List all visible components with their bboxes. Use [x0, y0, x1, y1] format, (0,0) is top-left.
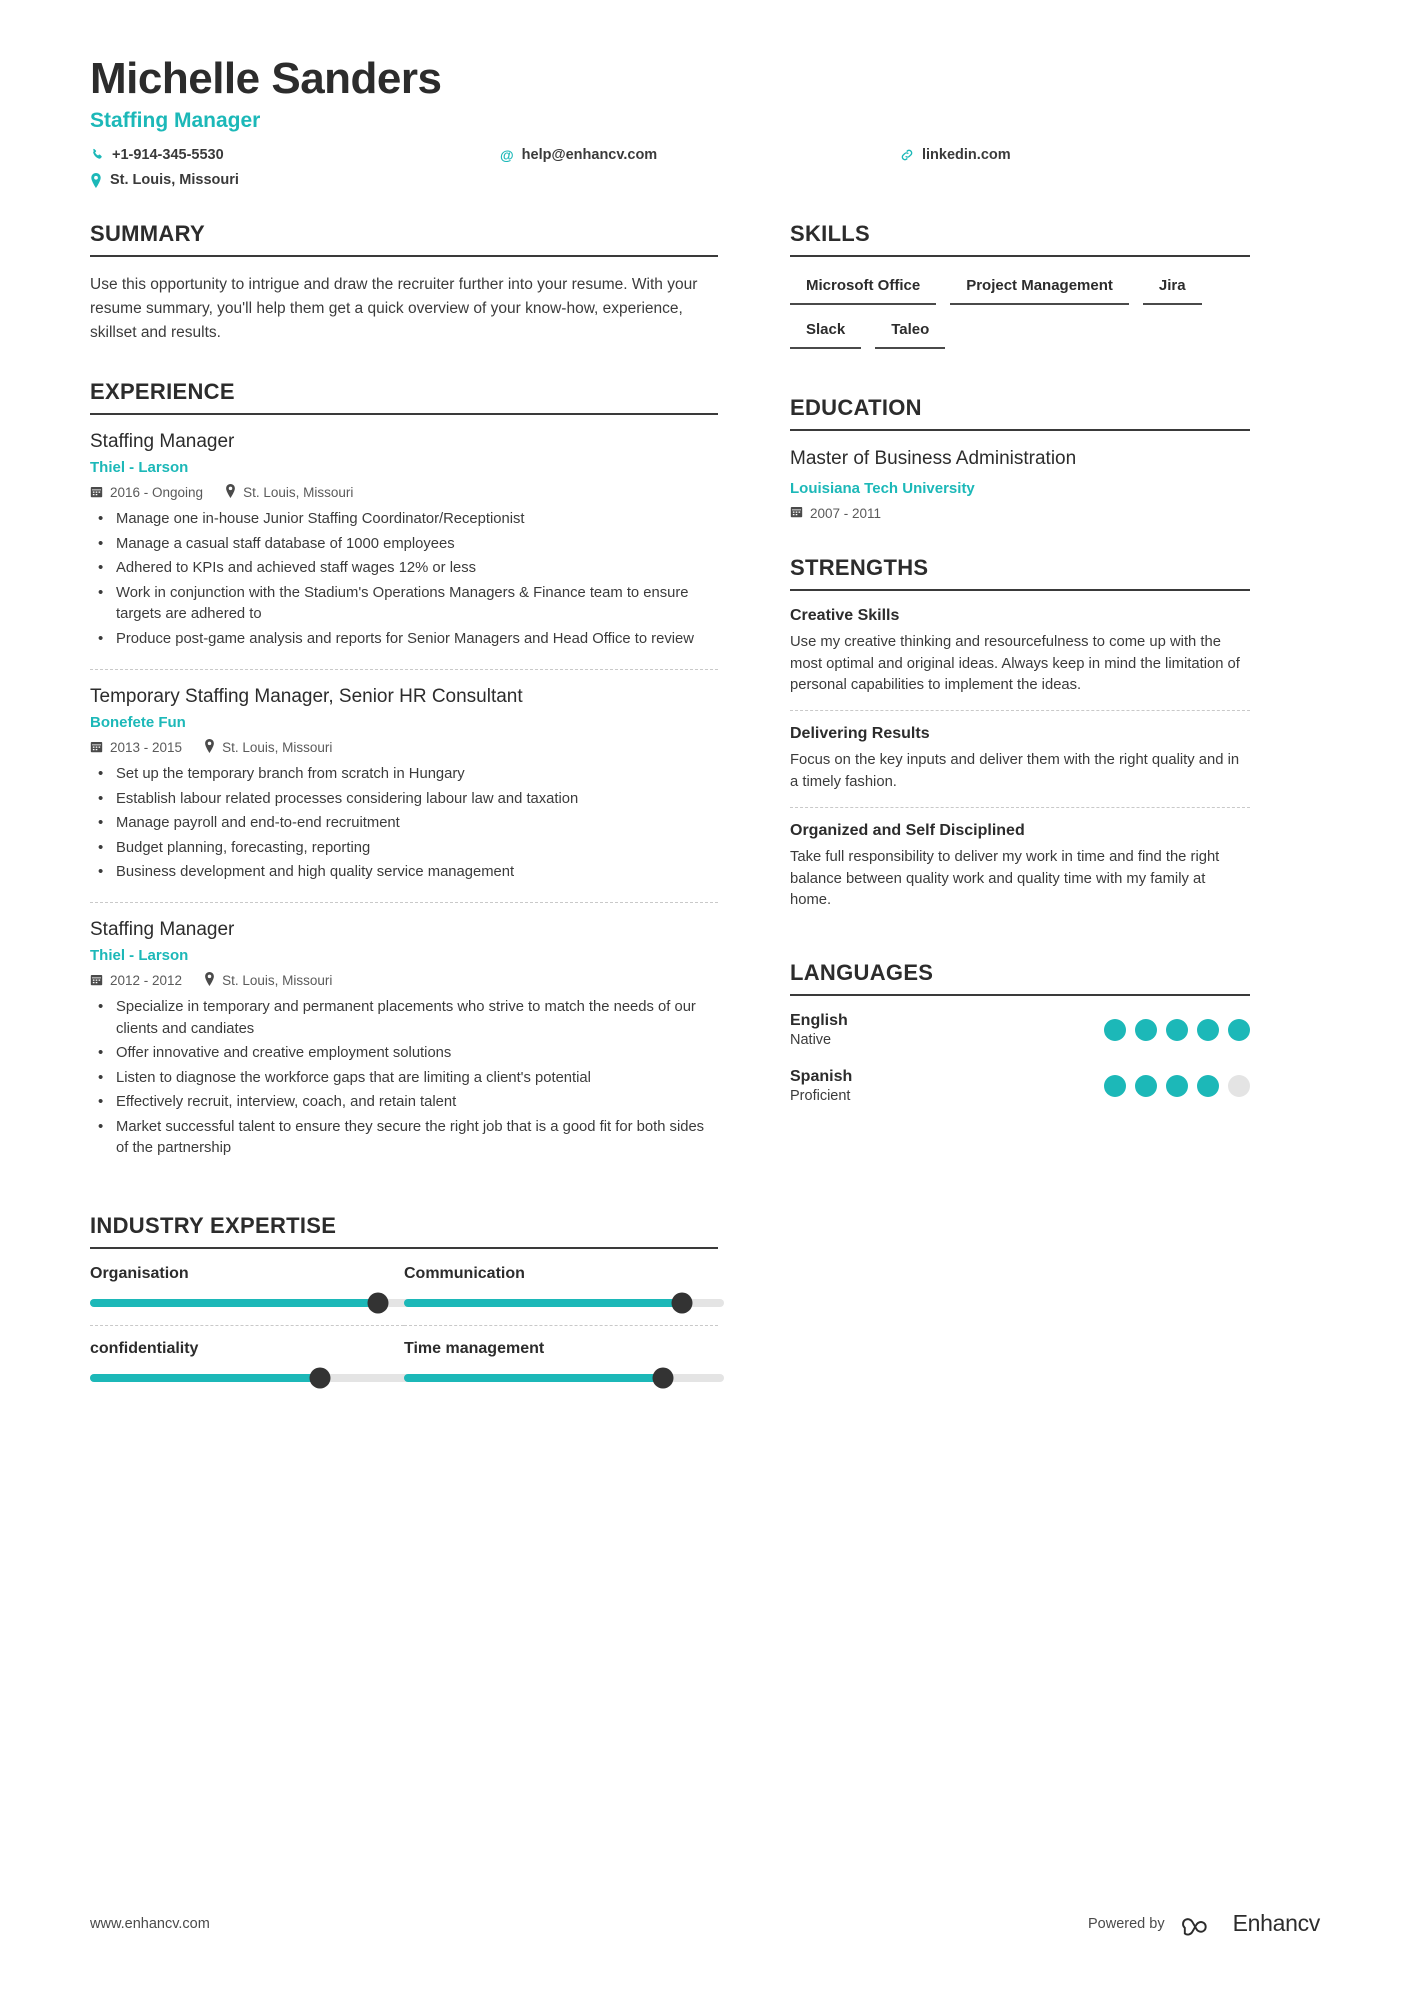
list-item: • Market successful talent to ensure they secure the right job that is a good fit for both sides of the partnership — [112, 1117, 718, 1160]
experience-company: Bonefete Fun — [90, 714, 186, 732]
list-item: • Budget planning, forecasting, reporting — [112, 838, 718, 859]
phone-icon — [90, 148, 104, 162]
language-level: Proficient — [790, 1087, 851, 1104]
expertise-slider[interactable] — [90, 1299, 410, 1307]
rating-dot — [1104, 1075, 1126, 1097]
strength-item — [790, 725, 1250, 808]
section-summary — [90, 221, 718, 345]
industry-expertise-heading: INDUSTRY EXPERTISE — [90, 1213, 718, 1249]
list-item: • Manage a casual staff database of 1000 employees — [112, 534, 718, 555]
expertise-grid — [90, 1265, 718, 1414]
skill-chip: Taleo — [875, 317, 945, 349]
language-rating — [1095, 1019, 1250, 1041]
footer-url[interactable]: www.enhancv.com — [90, 1915, 210, 1932]
contact-linkedin-text: linkedin.com — [922, 147, 1011, 164]
language-rating — [1095, 1075, 1250, 1097]
strength-item — [790, 607, 1250, 711]
contact-phone-text: +1-914-345-5530 — [112, 147, 224, 164]
location-icon — [204, 739, 215, 756]
skills-list — [790, 273, 1250, 361]
expertise-item-confidentiality — [90, 1340, 404, 1400]
list-item: • Produce post-game analysis and reports for Senior Managers and Head Office to review — [112, 629, 718, 650]
contact-location — [90, 172, 500, 188]
link-icon — [900, 148, 914, 162]
powered-by-label: Powered by — [1088, 1915, 1165, 1932]
location-icon — [90, 173, 102, 188]
section-experience — [90, 379, 718, 1178]
skill-chip: Jira — [1143, 273, 1202, 305]
summary-text: Use this opportunity to intrigue and draw the recruiter further into your resume. With your resume summary, you'll help them get a quick overview of your know-how, experience, skillset and results. — [90, 276, 698, 342]
strength-title: Organized and Self Disciplined — [790, 822, 1025, 840]
experience-heading: EXPERIENCE — [90, 379, 718, 415]
experience-role: Staffing Manager — [90, 919, 235, 941]
list-item: • Manage payroll and end-to-end recruitment — [112, 813, 718, 834]
rating-dot — [1166, 1019, 1188, 1041]
strength-text: Focus on the key inputs and deliver them with the right quality and in a timely fashion. — [790, 752, 1240, 790]
section-skills — [790, 221, 1250, 361]
page-title: Michelle Sanders — [90, 54, 442, 103]
section-strengths — [790, 555, 1250, 926]
skills-heading: SKILLS — [790, 221, 1250, 257]
rating-dot — [1135, 1019, 1157, 1041]
job-title: Staffing Manager — [90, 109, 261, 133]
strength-title: Creative Skills — [790, 607, 900, 625]
resume-body — [90, 221, 1320, 1447]
experience-location — [225, 484, 353, 501]
language-name: English — [790, 1011, 848, 1029]
experience-bullets — [90, 997, 718, 1159]
page-footer — [0, 1910, 1410, 1937]
experience-entry — [90, 686, 718, 903]
list-item: • Offer innovative and creative employment solutions — [112, 1043, 718, 1064]
education-dates-text: 2007 - 2011 — [810, 505, 882, 521]
experience-dates-text: 2016 - Ongoing — [110, 485, 204, 501]
language-level: Native — [790, 1031, 832, 1048]
expertise-label: confidentiality — [90, 1339, 199, 1357]
strength-text: Use my creative thinking and resourcefulness to come up with the most optimal and original ideas. Always keep in mind the limitation of personal capabilities to implement the ideas. — [790, 634, 1240, 693]
section-education — [790, 395, 1250, 521]
language-info — [790, 1012, 848, 1048]
experience-location-text: St. Louis, Missouri — [222, 973, 333, 989]
experience-bullets — [90, 764, 718, 883]
strengths-heading: STRENGTHS — [790, 555, 1250, 591]
footer-branding — [1088, 1910, 1320, 1937]
list-item: • Establish labour related processes considering labour law and taxation — [112, 789, 718, 810]
summary-heading: SUMMARY — [90, 221, 718, 257]
experience-meta — [90, 739, 718, 756]
contact-location-text: St. Louis, Missouri — [110, 172, 239, 189]
contact-linkedin[interactable] — [900, 147, 1200, 163]
experience-bullets — [90, 509, 718, 650]
language-info — [790, 1068, 852, 1104]
skill-chip: Microsoft Office — [790, 273, 936, 305]
experience-dates — [90, 973, 182, 989]
experience-location — [204, 972, 332, 989]
education-meta — [790, 505, 1250, 521]
list-item: • Set up the temporary branch from scratch in Hungary — [112, 764, 718, 785]
brand-name: Enhancv — [1232, 1910, 1320, 1936]
expertise-label: Communication — [404, 1264, 525, 1282]
expertise-slider[interactable] — [404, 1299, 724, 1307]
language-item-english — [790, 1012, 1250, 1048]
experience-dates — [90, 485, 203, 501]
expertise-slider[interactable] — [90, 1374, 410, 1382]
rating-dot — [1166, 1075, 1188, 1097]
experience-dates-text: 2013 - 2015 — [110, 740, 183, 756]
list-item: • Business development and high quality service management — [112, 862, 718, 883]
education-heading: EDUCATION — [790, 395, 1250, 431]
email-icon: @ — [500, 147, 514, 164]
resume-header — [90, 55, 1320, 197]
experience-location-text: St. Louis, Missouri — [222, 740, 333, 756]
rating-dot — [1135, 1075, 1157, 1097]
language-name: Spanish — [790, 1067, 853, 1085]
rating-dot-empty — [1228, 1075, 1250, 1097]
education-dates — [790, 505, 881, 521]
expertise-item-organisation — [90, 1265, 404, 1326]
experience-meta — [90, 972, 718, 989]
expertise-slider[interactable] — [404, 1374, 724, 1382]
rating-dot — [1197, 1019, 1219, 1041]
list-item: • Adhered to KPIs and achieved staff wages 12% or less — [112, 558, 718, 579]
section-languages — [790, 960, 1250, 1104]
left-column — [90, 221, 790, 1447]
strength-title: Delivering Results — [790, 725, 930, 743]
calendar-icon — [90, 973, 103, 989]
calendar-icon — [790, 505, 803, 521]
location-icon — [225, 484, 236, 501]
experience-entry — [90, 431, 718, 670]
list-item: • Work in conjunction with the Stadium's Operations Managers & Finance team to ensure targets are adhered to — [112, 583, 718, 626]
language-item-spanish — [790, 1068, 1250, 1104]
experience-company: Thiel - Larson — [90, 947, 189, 965]
expertise-item-communication — [404, 1265, 718, 1326]
experience-location-text: St. Louis, Missouri — [243, 485, 354, 501]
experience-company: Thiel - Larson — [90, 459, 189, 477]
contact-row — [90, 147, 1320, 197]
experience-role: Staffing Manager — [90, 431, 235, 453]
expertise-item-time-management — [404, 1340, 718, 1400]
contact-email-text: help@enhancv.com — [521, 147, 658, 164]
experience-location — [204, 739, 332, 756]
experience-role: Temporary Staffing Manager, Senior HR Consultant — [90, 686, 523, 708]
enhancv-logo-icon — [1181, 1911, 1223, 1937]
strength-text: Take full responsibility to deliver my work in time and find the right balance between quality work and quality time with my family at home. — [790, 849, 1220, 909]
list-item: • Specialize in temporary and permanent placements who strive to match the needs of our clients and candiates — [112, 997, 718, 1040]
location-icon — [204, 972, 215, 989]
calendar-icon — [90, 485, 103, 501]
list-item: • Manage one in-house Junior Staffing Coordinator/Receptionist — [112, 509, 718, 530]
rating-dot — [1104, 1019, 1126, 1041]
languages-heading: LANGUAGES — [790, 960, 1250, 996]
contact-email[interactable] — [500, 147, 900, 163]
calendar-icon — [90, 740, 103, 756]
experience-entry — [90, 919, 718, 1178]
list-item: • Listen to diagnose the workforce gaps that are limiting a client's potential — [112, 1068, 718, 1089]
rating-dot — [1197, 1075, 1219, 1097]
experience-meta — [90, 484, 718, 501]
section-industry-expertise — [90, 1213, 718, 1414]
list-item: • Effectively recruit, interview, coach, and retain talent — [112, 1092, 718, 1113]
experience-dates-text: 2012 - 2012 — [110, 973, 183, 989]
expertise-label: Time management — [404, 1339, 545, 1357]
education-degree: Master of Business Administration — [790, 448, 1077, 470]
skill-chip: Project Management — [950, 273, 1129, 305]
contact-phone[interactable] — [90, 147, 500, 163]
skill-chip: Slack — [790, 317, 861, 349]
strength-item — [790, 822, 1250, 925]
right-column — [790, 221, 1250, 1447]
rating-dot — [1228, 1019, 1250, 1041]
experience-dates — [90, 740, 182, 756]
expertise-label: Organisation — [90, 1264, 189, 1282]
education-school: Louisiana Tech University — [790, 480, 975, 498]
